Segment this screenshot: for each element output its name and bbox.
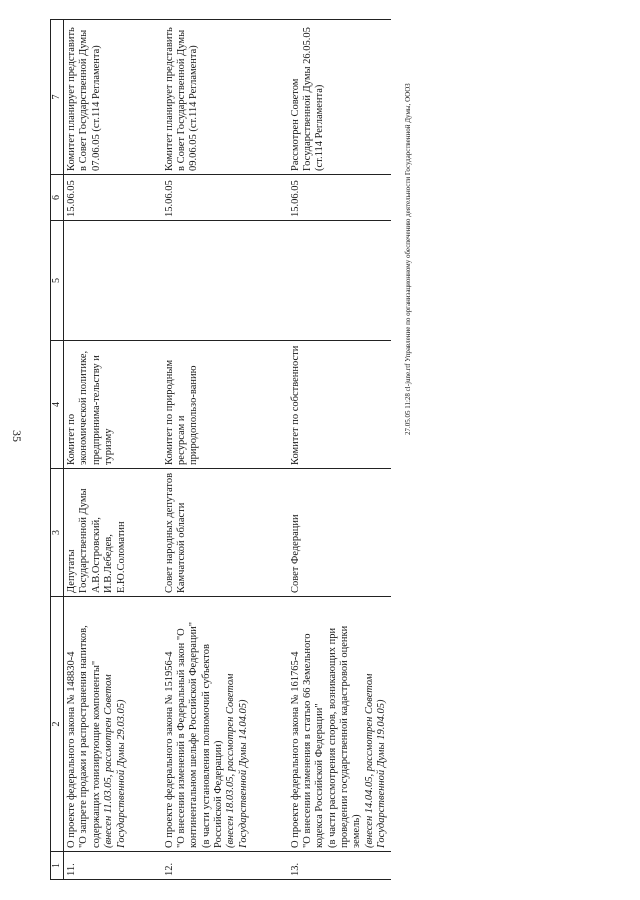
bill-description	[288, 597, 391, 852]
initiator-cell: Депутаты Государственной Думы А.В.Островский, И.В.Лебедев, Е.Ю.Соломатин	[64, 469, 162, 597]
bill-name: "О внесении изменений в Федеральный закон "О континентальном шельфе Российской Федерации"	[175, 621, 200, 848]
bill-intro: (внесен 18.03.05, рассмотрен Советом Государственной Думы 14.04.05)	[225, 673, 249, 848]
rotated-table-container	[50, 20, 388, 880]
col5-cell	[64, 221, 162, 341]
bill-note: (в части установления полномочий субъектов Российской Федерации)	[200, 644, 224, 848]
bill-title: О проекте федерального закона № 151956-4	[163, 651, 175, 848]
bills-table	[50, 19, 391, 880]
bill-description	[162, 597, 288, 852]
col5-cell	[288, 221, 391, 341]
table-header-row	[51, 20, 64, 880]
initiator-cell: Совет народных депутатов Камчатской области	[162, 469, 288, 597]
column-header: 2	[51, 597, 64, 852]
status-cell: Комитет планирует представить в Совет Государственной Думы 09.06.05 (ст.114 Регламента)	[162, 20, 288, 175]
row-number: 12.	[162, 852, 288, 880]
column-header: 4	[51, 341, 64, 469]
status-cell: Комитет планирует представить в Совет Государственной Думы 07.06.05 (ст.114 Регламента)	[64, 20, 162, 175]
bill-note: (в части рассмотрения споров, возникающих при проведении государственной кадастровой оценки земель)	[326, 625, 363, 848]
committee-cell: Комитет по собственности	[288, 341, 391, 469]
date-cell: 15.06.05	[162, 175, 288, 221]
table-row	[162, 20, 288, 880]
date-cell: 15.06.05	[288, 175, 391, 221]
page-number: 35	[10, 430, 24, 442]
bill-title: О проекте федерального закона № 161765-4	[289, 651, 301, 848]
bill-name: "О внесении изменения в статью 66 Земельного кодекса Российской Федерации"	[301, 633, 326, 848]
date-cell: 15.06.05	[64, 175, 162, 221]
bill-name: "О запрете продажи и распространения напитков, содержащих тонизирующие компоненты"	[78, 625, 102, 848]
committee-cell: Комитет по природным ресурсам и природопользо-ванию	[162, 341, 288, 469]
column-header: 7	[51, 20, 64, 175]
row-number: 13.	[288, 852, 391, 880]
committee-cell: Комитет по экономической политике, предпринима-тельству и туризму	[64, 341, 162, 469]
initiator-cell: Совет Федерации	[288, 469, 391, 597]
status-cell: Рассмотрен Советом Государственной Думы 26.05.05 (ст.114 Регламента)	[288, 20, 391, 175]
bill-intro: (внесен 14.04.05, рассмотрен Советом Государственной Думы 19.04.05)	[363, 673, 388, 848]
column-header: 1	[51, 852, 64, 880]
table-row	[288, 20, 391, 880]
table-row	[64, 20, 162, 880]
column-header: 5	[51, 221, 64, 341]
bill-intro: (внесен 11.03.05, рассмотрен Советом Государственной Думы 29.03.05)	[103, 674, 127, 848]
bill-title: О проекте федерального закона № 148830-4	[66, 651, 77, 848]
row-number: 11.	[64, 852, 162, 880]
bill-description	[64, 597, 162, 852]
document-footer: 27.05.05 11:28 cl-june.rtf Управление по организационному обеспечению деятельности Государственной Думы, ОООЗ	[404, 83, 413, 435]
column-header: 6	[51, 175, 64, 221]
column-header: 3	[51, 469, 64, 597]
col5-cell	[162, 221, 288, 341]
